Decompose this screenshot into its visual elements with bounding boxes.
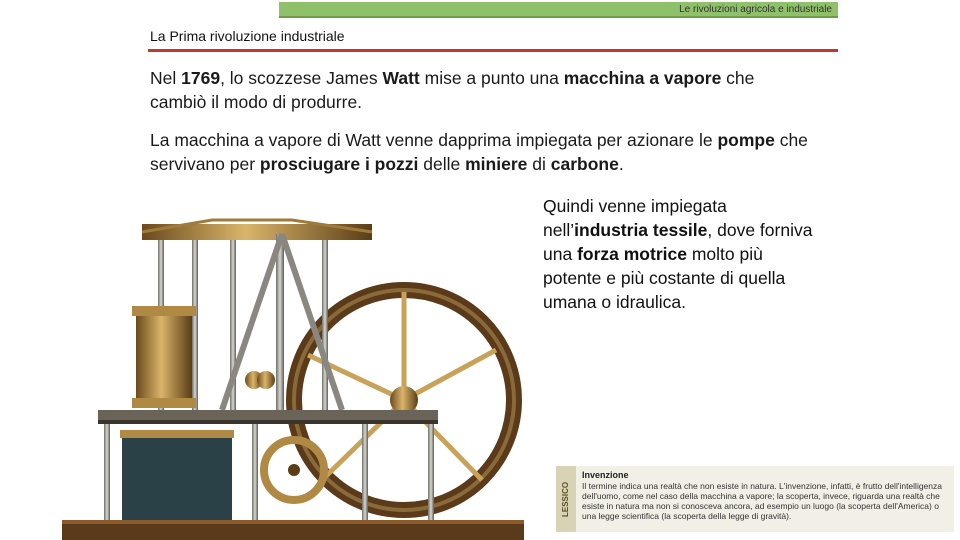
chapter-breadcrumb: Le rivoluzioni agricola e industriale — [679, 4, 832, 15]
glossary-text: Il termine indica una realtà che non esiste in natura. L'invenzione, infatti, è frutto dell'intelligenza dell'uomo, come nel caso della macchina a vapore; la scoperta, invece, riguarda una realtà che esiste in natura ma non si conosceva ancora, ad esempio un luogo (la scoperta dell'America) o una legge scientifica (la scoperta della legge di gravità). — [582, 481, 942, 521]
paragraph-textile-use: Quindi venne impiegata nell’industria tessile, dove forniva una forza motrice molto più potente e più costante di quella umana o idraulica. — [543, 196, 813, 312]
glossary-box — [556, 466, 954, 532]
paragraph-mining-use: La macchina a vapore di Watt venne dapprima impiegata per azionare le pompe che servivano per prosciugare i pozzi delle miniere di carbone. — [150, 130, 808, 174]
section-title: La Prima rivoluzione industriale — [150, 28, 345, 44]
glossary-heading: Invenzione — [582, 470, 629, 480]
chapter-header-bar — [279, 2, 838, 18]
title-divider — [148, 49, 838, 52]
cylinder — [136, 310, 192, 406]
glossary-tag: LESSICO — [561, 481, 570, 517]
condenser-tank — [122, 434, 232, 524]
paragraph-watt-invention: Nel 1769, lo scozzese James Watt mise a punto una macchina a vapore che cambiò il modo di produrre. — [150, 68, 755, 112]
steam-engine-image — [62, 190, 524, 540]
